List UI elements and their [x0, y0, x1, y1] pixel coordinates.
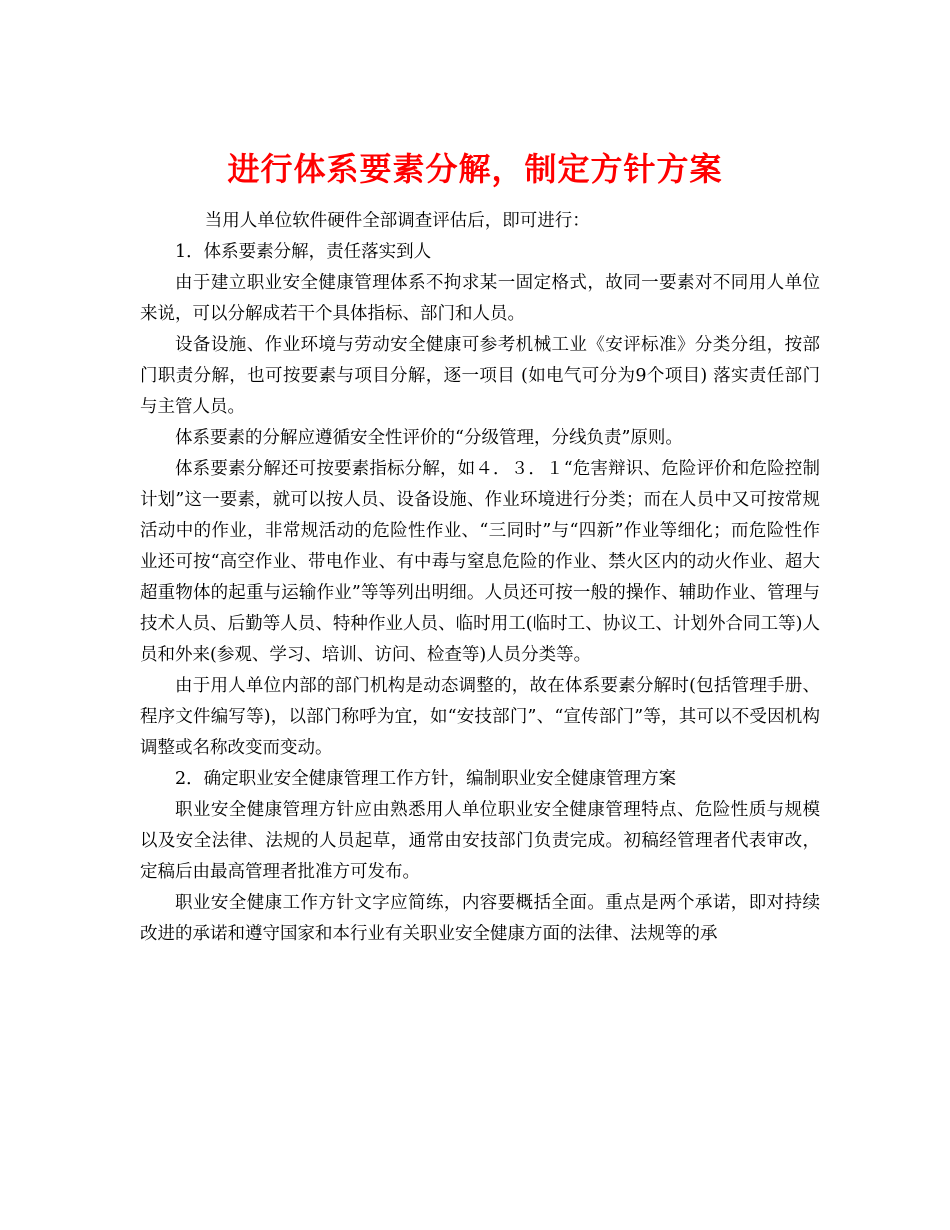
- document-body: [140, 206, 820, 950]
- paragraph: 体系要素分解还可按要素指标分解，如４．３．１“危害辩识、危险评价和危险控制计划”这一要素，就可以按人员、设备设施、作业环境进行分类；而在人员中又可按常规活动中的作业，非常规活动的危险性作业、“三同时”与“四新”作业等细化；而危险性作业还可按“高空作业、带电作业、有中毒与窒息危险的作业、禁火区内的动火作业、超大超重物体的起重与运输作业”等等列出明细。人员还可按一般的操作、辅助作业、管理与技术人员、后勤等人员、特种作业人员、临时用工(临时工、协议工、计划外合同工等)人员和外来(参观、学习、培训、访问、检查等)人员分类等。: [140, 459, 820, 665]
- paragraph: 职业安全健康工作方针文字应简练，内容要概括全面。重点是两个承诺，即对持续改进的承诺和遵守国家和本行业有关职业安全健康方面的法律、法规等的承: [140, 893, 820, 944]
- section-heading-1: 1．体系要素分解，责任落实到人: [175, 242, 432, 262]
- paragraph: 由于用人单位内部的部门机构是动态调整的，故在体系要素分解时(包括管理手册、程序文件编写等)，以部门称呼为宜，如“安技部门”、“宣传部门”等，其可以不受因机构调整或名称改变而变动。: [140, 676, 820, 758]
- section-heading-2: 2．确定职业安全健康管理工作方针，编制职业安全健康管理方案: [175, 769, 677, 789]
- paragraph-intro: 当用人单位软件硬件全部调查评估后，即可进行：: [204, 211, 590, 231]
- document-title: 进行体系要素分解，制定方针方案: [227, 150, 723, 189]
- paragraph: 职业安全健康管理方针应由熟悉用人单位职业安全健康管理特点、危险性质与规模以及安全法律、法规的人员起草，通常由安技部门负责完成。初稿经管理者代表审改，定稿后由最高管理者批准方可发布。: [140, 800, 820, 882]
- paragraph: 设备设施、作业环境与劳动安全健康可参考机械工业《安评标准》分类分组，按部门职责分解，也可按要素与项目分解，逐一项目 (如电气可分为9个项目) 落实责任部门与主管人员。: [140, 335, 820, 417]
- paragraph: 由于建立职业安全健康管理体系不拘求某一固定格式，故同一要素对不同用人单位来说，可以分解成若干个具体指标、部门和人员。: [140, 273, 820, 324]
- paragraph: 体系要素的分解应遵循安全性评价的“分级管理，分线负责”原则。: [175, 428, 683, 448]
